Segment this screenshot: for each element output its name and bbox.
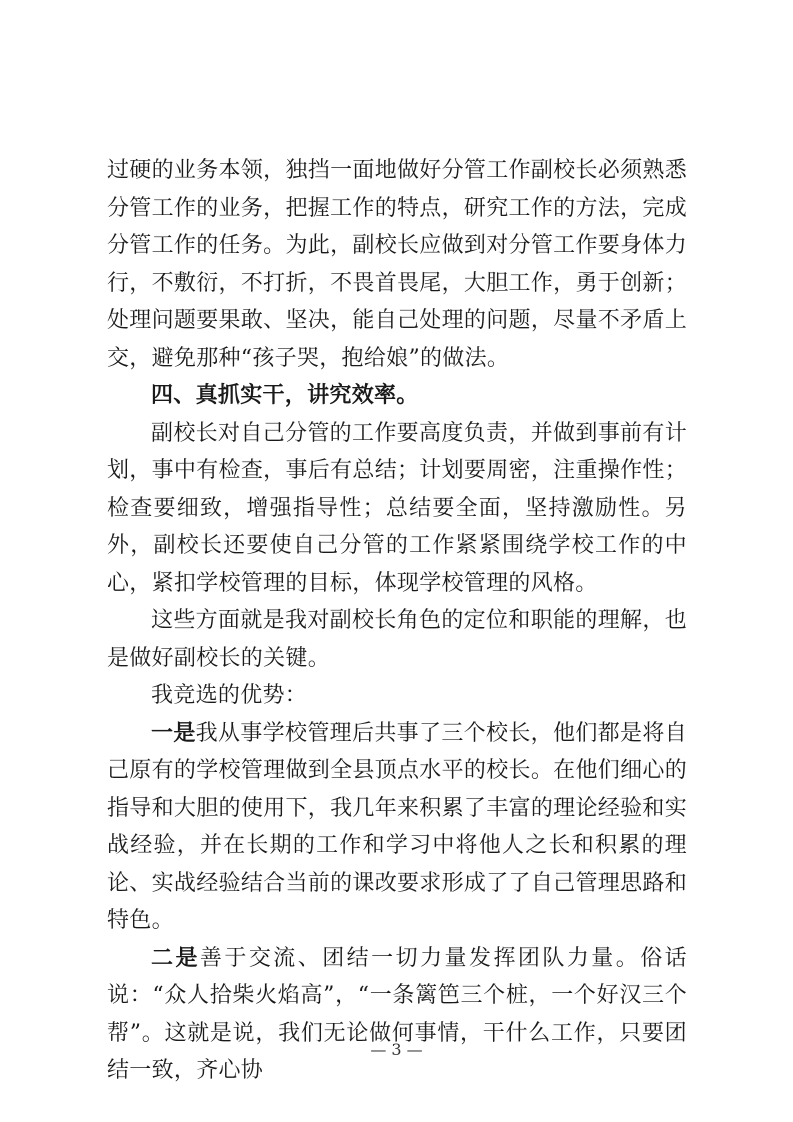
body-paragraph: 我竞选的优势： [151,683,308,708]
section-heading: 四、真抓实干，讲究效率。 [151,382,419,408]
point-text: 我从事学校管理后共事了三个校长，他们都是将自己原有的学校管理做到全县顶点水平的校长。在他们细心的指导和大胆的使用下，我几年来积累了丰富的理论经验和实战经验，并在长期的工作和学习中将他人之长和积累的理论、实战经验结合当前的课改要求形成了了自己管理思路和特色。 [107,720,687,933]
advantage-point-2 [107,940,687,1090]
document-body [107,152,687,1090]
point-text: 善于交流、团结一切力量发挥团队力量。俗话说：“众人拾柴火焰高”，“一条篱笆三个桩，一个好汉三个帮”。这就是说，我们无论做何事情，干什么工作，只要团结一致，齐心协 [107,945,687,1083]
body-paragraph: 过硬的业务本领，独挡一面地做好分管工作副校长必须熟悉分管工作的业务，把握工作的特点，研究工作的方法，完成分管工作的任务。为此，副校长应做到对分管工作要身体力行，不敷衍，不打折，不畏首畏尾，大胆工作，勇于创新；处理问题要果敢、坚决，能自己处理的问题，尽量不矛盾上交，避免那种“孩子哭，抱给娘”的做法。 [107,158,687,371]
body-paragraph: 这些方面就是我对副校长角色的定位和职能的理解，也是做好副校长的关键。 [107,608,687,671]
point-lead: 一是 [151,719,196,746]
advantage-point-1 [107,715,687,940]
body-paragraph: 副校长对自己分管的工作要高度负责，并做到事前有计划，事中有检查，事后有总结；计划要周密，注重操作性；检查要细致，增强指导性；总结要全面，坚持激励性。另外，副校长还要使自己分管的工作紧紧围绕学校工作的中心，紧扣学校管理的目标，体现学校管理的风格。 [107,420,687,596]
point-lead: 二是 [151,944,200,971]
page-number: — 3 — [370,1040,423,1059]
